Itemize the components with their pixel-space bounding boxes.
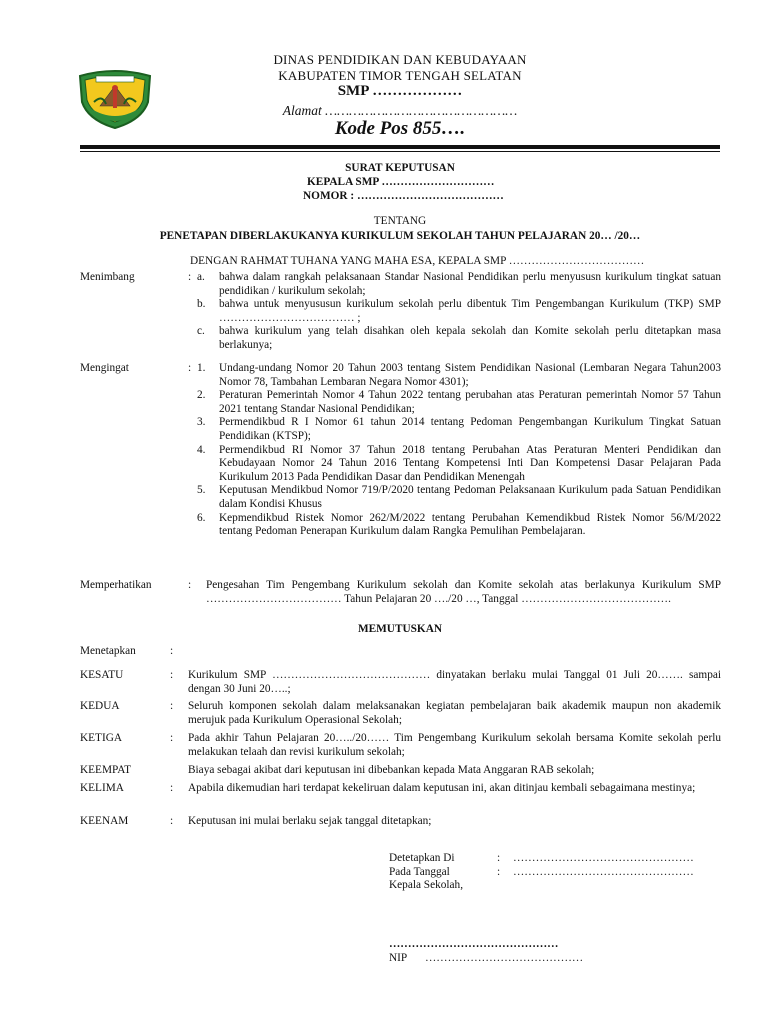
decision-colon: : bbox=[170, 815, 174, 827]
signer-name: ……………………………………… bbox=[389, 938, 559, 950]
list-item: 4. Permendikbud RI Nomor 37 Tahun 2018 tentang Perubahan Atas Peraturan Menteri Pendidikan dan Kebudayaan Nomor 24 Tahun 2016 Tentang Kompetensi Inti Dan Kompetensi Dasar Pelajaran Pada Kurikulum 2013 Pada Pendidikan Dasar dan Pendidikan Menengah bbox=[197, 443, 721, 483]
header-rule-thick bbox=[80, 145, 720, 149]
list-item: 2. Peraturan Pemerintah Nomor 4 Tahun 2022 tentang perubahan atas Peraturan pemerintah Nomor 57 Tahun 2021 tentang Standar Nasional Pendidikan; bbox=[197, 389, 721, 415]
nip-label: NIP bbox=[389, 952, 408, 964]
decree-subject: PENETAPAN DIBERLAKUKANYA KURIKULUM SEKOLAH TAHUN PELAJARAN 20… /20… bbox=[159, 230, 641, 242]
decision-label: KELIMA bbox=[80, 782, 124, 794]
place-value: ………………………………………… bbox=[513, 852, 694, 864]
kepala-line: KEPALA SMP ………………………… bbox=[307, 176, 495, 188]
date-value: ………………………………………… bbox=[513, 865, 694, 878]
list-item: a. bahwa dalam rangkah pelaksanaan Standar Nasional Pendidikan perlu menyususn kurikulum tingkat satuan pendidikan / kurikulum sekolah; bbox=[197, 271, 721, 297]
regency-name: KABUPATEN TIMOR TENGAH SELATAN bbox=[278, 68, 522, 83]
decision-text: Seluruh komponen sekolah dalam melaksanakan kegiatan pembelajaran baik akademik maupun non akademik merujuk pada Kurikulum Operasional Sekolah; bbox=[188, 700, 721, 726]
postal-code: Kode Pos 855…. bbox=[334, 118, 466, 139]
menimbang-label: Menimbang bbox=[80, 271, 135, 283]
decision-colon: : bbox=[170, 700, 174, 712]
signature-block bbox=[389, 852, 694, 893]
date-colon: : bbox=[497, 865, 501, 878]
header-rule-thin bbox=[80, 151, 720, 152]
memperhatikan-text: Pengesahan Tim Pengembang Kurikulum sekolah dan Komite sekolah atas berlakunya Kurikulum SMP ……………………………… Tahun Pelajaran 20 …./20 …, Tanggal …………………………………. bbox=[206, 579, 721, 605]
signer-role: Kepala Sekolah, bbox=[389, 879, 464, 892]
tentang-label: TENTANG bbox=[373, 215, 427, 227]
menimbang-colon: : bbox=[188, 271, 192, 283]
decision-text: Keputusan ini mulai berlaku sejak tanggal ditetapkan; bbox=[188, 815, 432, 827]
list-item: 5. Keputusan Mendikbud Nomor 719/P/2020 tentang Pedoman Pelaksanaan Kurikulum pada Satuan Pendidikan dalam Kondisi Khusus bbox=[197, 484, 721, 510]
decision-colon: : bbox=[170, 732, 174, 744]
decision-colon: : bbox=[170, 669, 174, 681]
decision-text: Kurikulum SMP …………………………………… dinyatakan berlaku mulai Tanggal 01 Juli 20……. sampai dengan 30 Juni 20…..; bbox=[188, 669, 721, 695]
list-item: 1. Undang-undang Nomor 20 Tahun 2003 tentang Sistem Pendidikan Nasional (Lembaran Negara Tahun2003 Nomor 78, Tambahan Lembaran Negara Nomor 4301); bbox=[197, 362, 721, 388]
preamble: DENGAN RAHMAT TUHANA YANG MAHA ESA, KEPALA SMP ……………………………… bbox=[190, 255, 645, 267]
decision-label: KEENAM bbox=[80, 815, 129, 827]
mengingat-label: Mengingat bbox=[80, 362, 129, 374]
nomor-line: NOMOR : ………………………………… bbox=[303, 190, 504, 202]
agency-name: DINAS PENDIDIKAN DAN KEBUDAYAAN bbox=[273, 52, 527, 67]
decision-label: KEEMPAT bbox=[80, 764, 132, 776]
list-item: 3. Permendikbud R I Nomor 61 tahun 2014 tentang Pedoman Pengembangan Kurikulum Tingkat Satuan Pendidikan (KTSP); bbox=[197, 416, 721, 442]
list-item: 6. Kepmendikbud Ristek Nomor 262/M/2022 tentang Perubahan Kemendikbud Ristek Nomor 56/M/2022 tentang Pedoman Penerapan Kurikulum dalam Rangka Pemulihan Pembelajaran. bbox=[197, 511, 721, 538]
menetapkan-colon: : bbox=[170, 645, 174, 657]
menimbang-list bbox=[197, 271, 721, 353]
place-colon: : bbox=[497, 852, 501, 864]
list-item: c. bahwa kurikulum yang telah disahkan oleh kepala sekolah dan Komite sekolah perlu ditetapkan masa berlakunya; bbox=[197, 325, 721, 351]
memperhatikan-colon: : bbox=[188, 579, 192, 591]
decision-label: KEDUA bbox=[80, 700, 120, 712]
nip-value: …………………………………… bbox=[425, 952, 584, 964]
school-name: SMP ……………… bbox=[337, 83, 463, 99]
place-label: Detetapkan Di bbox=[389, 852, 455, 864]
decision-text: Pada akhir Tahun Pelajaran 20…../20…… Tim Pengembang Kurikulum sekolah bersama Komite sekolah perlu melakukan telaah dan revisi kurikulum sekolah; bbox=[188, 732, 721, 758]
mengingat-colon: : bbox=[188, 362, 192, 374]
memperhatikan-label: Memperhatikan bbox=[80, 579, 152, 591]
memutuskan-heading: MEMUTUSKAN bbox=[357, 623, 443, 635]
mengingat-list bbox=[197, 362, 721, 539]
decision-text: Apabila dikemudian hari terdapat kekeliruan dalam keputusan ini, akan ditinjau kembali sebagaimana mestinya; bbox=[188, 782, 696, 794]
list-item: b. bahwa untuk menyususun kurikulum sekolah perlu dibentuk Tim Pengembangan Kurikulum (TKP) SMP ……………………………… ; bbox=[197, 298, 721, 324]
decision-colon: : bbox=[170, 782, 174, 794]
decision-label: KETIGA bbox=[80, 732, 123, 744]
decision-text: Biaya sebagai akibat dari keputusan ini dibebankan kepada Mata Anggaran RAB sekolah; bbox=[188, 764, 595, 776]
regency-crest-logo bbox=[76, 68, 154, 130]
school-address: Alamat ………………………………………… bbox=[282, 103, 518, 118]
decision-label: KESATU bbox=[80, 669, 124, 681]
menetapkan-label: Menetapkan bbox=[80, 645, 136, 657]
doc-type: SURAT KEPUTUSAN bbox=[345, 162, 455, 174]
date-label: Pada Tanggal bbox=[389, 865, 450, 878]
